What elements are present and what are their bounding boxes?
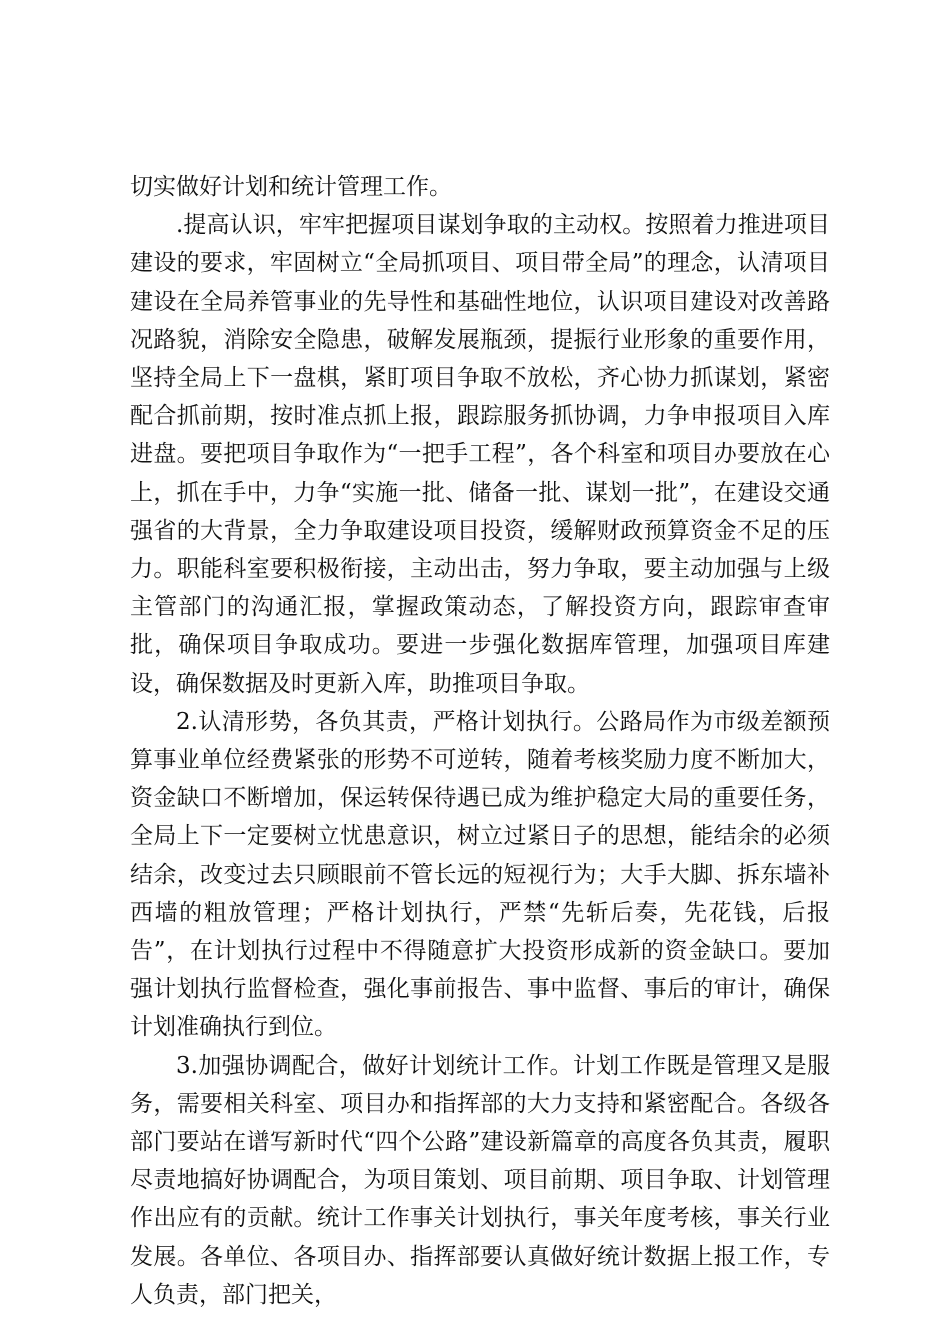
paragraph-item-3: 3.加强协调配合，做好计划统计工作。计划工作既是管理又是服务，需要相关科室、项目办和指挥部的大力支持和紧密配合。各级各部门要站在谱写新时代“四个公路”建设新篇章的高度各负其责，履职尽责地搞好协调配合，为项目策划、项目前期、项目争取、计划管理作出应有的贡献。统计工作事关计划执行，事关年度考核，事关行业发展。各单位、各项目办、指挥部要认真做好统计数据上报工作，专人负责，部门把关， [130,1052,830,1308]
paragraph-item-1: .提高认识，牢牢把握项目谋划争取的主动权。按照着力推进项目建设的要求，牢固树立“全局抓项目、项目带全局”的理念，认清项目建设在全局养管事业的先导性和基础性地位，认识项目建设对改善路况路貌，消除安全隐患，破解发展瓶颈，提振行业形象的重要作用，坚持全局上下一盘棋，紧盯项目争取不放松，齐心协力抓谋划，紧密配合抓前期，按时准点抓上报，跟踪服务抓协调，力争申报项目入库进盘。要把项目争取作为“一把手工程”，各个科室和项目办要放在心上，抓在手中，力争“实施一批、储备一批、谋划一批”，在建设交通强省的大背景，全力争取建设项目投资，缓解财政预算资金不足的压力。职能科室要积极衔接，主动出击，努力争取，要主动加强与上级主管部门的沟通汇报，掌握政策动态，了解投资方向，跟踪审查审批，确保项目争取成功。要进一步强化数据库管理，加强项目库建设，确保数据及时更新入库，助推项目争取。 [130,212,830,697]
paragraph-item-2: 2.认清形势，各负其责，严格计划执行。公路局作为市级差额预算事业单位经费紧张的形势不可逆转，随着考核奖励力度不断加大，资金缺口不断增加，保运转保待遇已成为维护稳定大局的重要任务，全局上下一定要树立忧患意识，树立过紧日子的思想，能结余的必须结余，改变过去只顾眼前不管长远的短视行为；大手大脚、拆东墙补西墙的粗放管理；严格计划执行，严禁“先斩后奏，先花钱，后报告”，在计划执行过程中不得随意扩大投资形成新的资金缺口。要加强计划执行监督检查，强化事前报告、事中监督、事后的审计，确保计划准确执行到位。 [130,708,830,1041]
paragraph-continuation: 切实做好计划和统计管理工作。 [130,174,452,200]
document-body [130,168,830,1314]
